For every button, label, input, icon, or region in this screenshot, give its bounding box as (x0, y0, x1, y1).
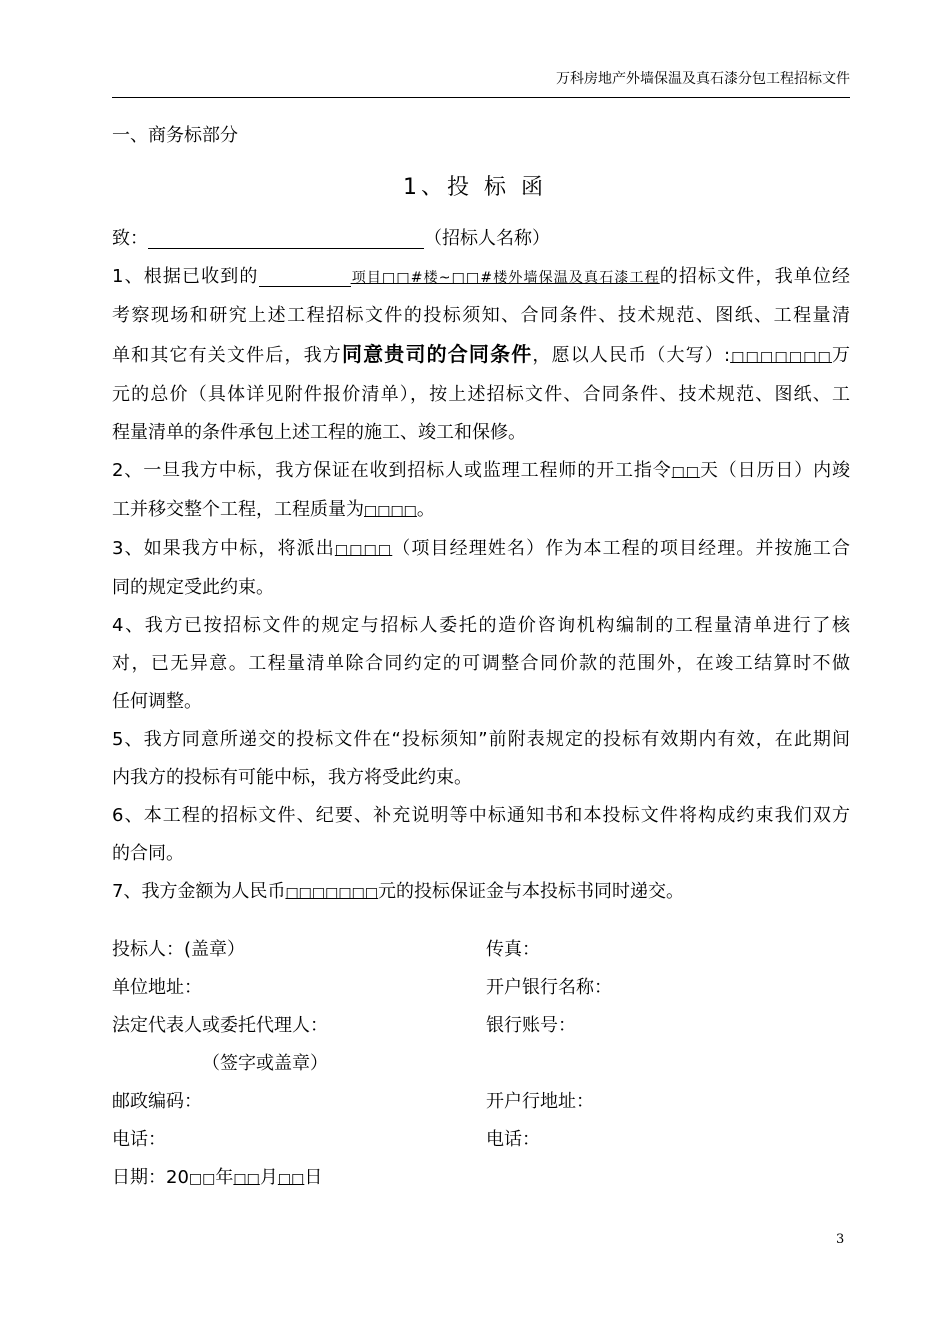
bank-name-label: 开户银行名称： (486, 977, 612, 998)
p4-line1: 4、我方已按招标文件的规定与招标人委托的造价咨询机构编制的工程量清单进行了核 (112, 615, 850, 636)
recipient-suffix: （招标人名称） (424, 228, 550, 249)
date-line: 日期：20□□年□□月□□日 (112, 1167, 323, 1188)
p3-line2: 同的规定受此约束。 (112, 577, 274, 598)
sig-row (112, 1083, 850, 1121)
bank-account-label: 银行账号： (486, 1015, 576, 1036)
project-name: 项目□□#楼~□□#楼外墙保温及真石漆工程 (350, 270, 660, 286)
page-header (112, 68, 850, 98)
to-label: 致： (112, 228, 148, 249)
p2-line1: 2、一旦我方中标，我方保证在收到招标人或监理工程师的开工指令□□天（日历日）内竣 (112, 460, 850, 481)
p3-line1: 3、如果我方中标，将派出□□□□（项目经理姓名）作为本工程的项目经理。并按施工合 (112, 538, 850, 559)
sig-row (112, 1007, 850, 1045)
date-day-placeholder: □□ (277, 1171, 305, 1187)
sig-row (112, 1121, 850, 1159)
sig-row (112, 1159, 850, 1197)
header-title: 万科房地产外墙保温及真石漆分包工程招标文件 (556, 71, 850, 87)
p1-line1: 1、根据已收到的 项目□□#楼~□□#楼外墙保温及真石漆工程的招标文件，我单位经 (112, 266, 851, 287)
p5-line2: 内我方的投标有可能中标，我方将受此约束。 (112, 767, 472, 788)
bank-address-label: 开户行地址： (486, 1091, 594, 1112)
fax-label: 传真： (486, 939, 540, 960)
bid-bond-placeholder: □□□□□□□ (285, 885, 379, 901)
sign-or-stamp-note: （签字或盖章） (202, 1053, 328, 1074)
phone-label-left: 电话： (112, 1129, 166, 1150)
sig-row (112, 969, 850, 1007)
manager-name-placeholder: □□□□ (334, 542, 393, 558)
p6-line2: 的合同。 (112, 843, 184, 864)
recipient-blank (148, 226, 424, 249)
section-title: 一、商务标部分 (112, 125, 238, 146)
p2-line2: 工并移交整个工程，工程质量为□□□□。 (112, 499, 435, 520)
p7-line: 7、我方金额为人民币□□□□□□□元的投标保证金与本投标书同时递交。 (112, 881, 685, 902)
contract-conditions-emphasis: 同意贵司的合同条件 (341, 342, 533, 366)
phone-label-right: 电话： (486, 1129, 540, 1150)
document-blank (259, 264, 351, 287)
p4-line2: 对，已无异意。工程量清单除合同约定的可调整合同价款的范围外，在竣工结算时不做 (112, 653, 850, 674)
date-month-placeholder: □□ (233, 1171, 260, 1187)
letter-body (112, 220, 850, 912)
date-year-placeholder: □□ (188, 1171, 216, 1187)
signature-block (112, 931, 850, 1197)
p1-line5: 程量清单的条件承包上述工程的施工、竣工和保修。 (112, 422, 526, 443)
to-line (112, 220, 850, 258)
p5-line1: 5、我方同意所递交的投标文件在“投标须知”前附表规定的投标有效期内有效，在此期间 (112, 729, 850, 750)
p4-line3: 任何调整。 (112, 691, 202, 712)
address-label: 单位地址： (112, 977, 202, 998)
postcode-label: 邮政编码： (112, 1091, 202, 1112)
p6-line1: 6、本工程的招标文件、纪要、补充说明等中标通知书和本投标文件将构成约束我们双方 (112, 805, 850, 826)
p1-line3: 单和其它有关文件后，我方同意贵司的合同条件，愿以人民币（大写）:□□□□□□□万 (112, 342, 851, 366)
sig-row (112, 931, 850, 969)
total-amount-placeholder: □□□□□□□ (730, 349, 833, 365)
quality-placeholder: □□□□ (364, 503, 417, 519)
p1-line4: 元的总价（具体详见附件报价清单），按上述招标文件、合同条件、技术规范、图纸、工 (112, 384, 850, 405)
document-title: 1、投 标 函 (403, 175, 547, 200)
sig-row (112, 1045, 850, 1083)
page-number: 3 (836, 1232, 845, 1247)
legal-rep-label: 法定代表人或委托代理人： (112, 1015, 328, 1036)
p1-line2: 考察现场和研究上述工程招标文件的投标须知、合同条件、技术规范、图纸、工程量清 (112, 305, 850, 326)
days-placeholder: □□ (671, 464, 700, 480)
bidder-label: 投标人：(盖章） (112, 939, 246, 960)
